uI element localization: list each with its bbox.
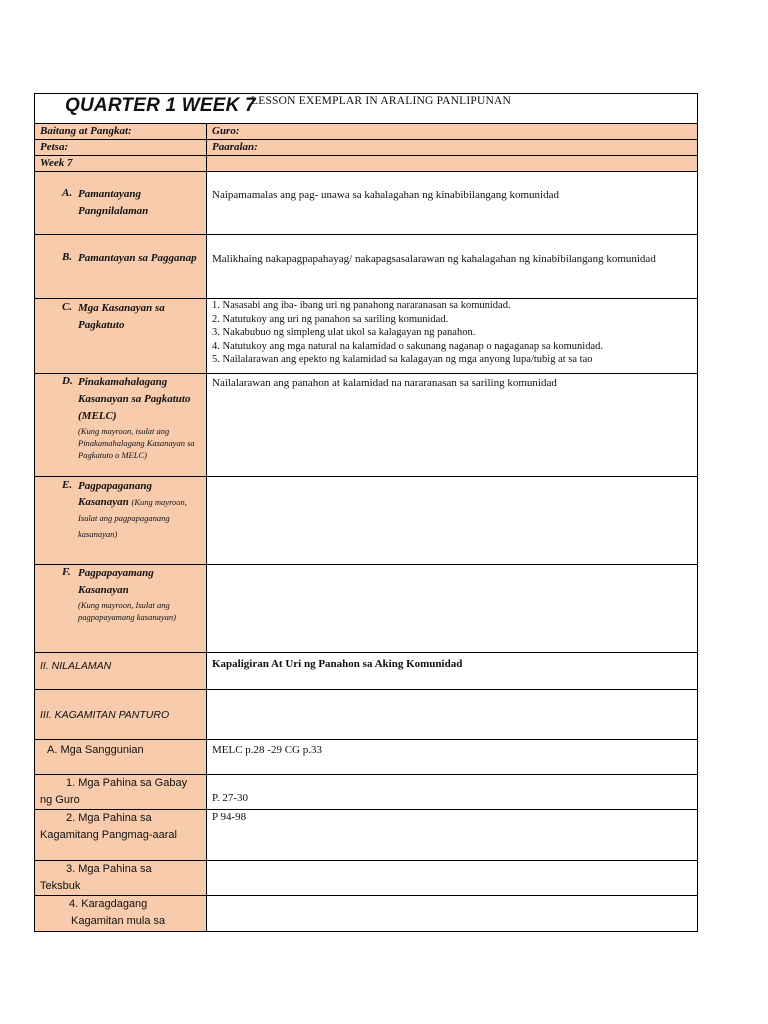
section-c-label: Mga Kasanayan sa Pagkatuto: [78, 302, 165, 331]
section-a-letter: A.: [62, 187, 73, 199]
objective-item: 5. Nailalarawan ang epekto ng kalamidad sa kalagayan ng mga anyong lupa/tubig at sa tao: [212, 354, 593, 365]
paaralan-label: Paaralan:: [207, 140, 698, 156]
lesson-exemplar-document: [34, 93, 697, 932]
section-d-label-cell: [35, 374, 207, 477]
kagamitang-label: 2. Mga Pahina sa Kagamitang Pangmag-aaral: [35, 810, 207, 861]
section-b-letter: B.: [62, 251, 73, 263]
nilalaman-value: Kapaligiran At Uri ng Panahon sa Aking Komunidad: [207, 653, 698, 690]
objective-item: 4. Natutukoy ang mga natural na kalamidad o sakunang naganap o nagaganap sa komunidad.: [212, 340, 604, 352]
section-a-label-cell: [35, 172, 207, 235]
karagdagan-value: [207, 896, 698, 932]
section-e-letter: E.: [62, 479, 73, 491]
section-d-note: (Kung mayroon, isulat ang Pinakamahalagang Kasanayan sa Pagkatuto o MELC): [78, 426, 195, 460]
nilalaman-label: II. NILALAMAN: [35, 653, 207, 690]
section-a-label: Pamantayang Pangnilalaman: [78, 188, 149, 217]
objective-item: 3. Nakabubuo ng simpleng ulat ukol sa kalagayan ng panahon.: [212, 327, 476, 338]
section-f-note: (Kung mayroon, Isulat ang pagpapayamang kasanayan): [78, 600, 176, 622]
section-d-letter: D.: [62, 375, 73, 387]
section-e-value: [207, 477, 698, 565]
section-a-value: Naipamamalas ang pag- unawa sa kahalagahan ng kinabibilangang komunidad: [207, 172, 698, 235]
section-d-label-wrap: [78, 374, 201, 461]
sanggunian-value: MELC p.28 -29 CG p.33: [207, 740, 698, 775]
section-d-value: Nailalarawan ang panahon at kalamidad na nararanasan sa sariling komunidad: [207, 374, 698, 477]
section-f-value: [207, 565, 698, 653]
lesson-title: LESSON EXEMPLAR IN ARALING PANLIPUNAN: [251, 95, 511, 107]
section-f-label: Pagpapayamang Kasanayan: [78, 567, 154, 596]
section-e-label: Pagpapaganang Kasanayan: [78, 480, 152, 508]
week-value: [207, 156, 698, 172]
section-f-letter: F.: [62, 566, 71, 578]
objective-item: 2. Natutukoy ang uri ng panahon sa sariling komunidad.: [212, 313, 449, 325]
kagamitan-label: III. KAGAMITAN PANTURO: [35, 690, 207, 740]
kagamitang-value: P 94-98: [207, 810, 698, 861]
section-d-label: Pinakamahalagang Kasanayan sa Pagkatuto (MELC): [78, 376, 191, 422]
section-e-label-cell: [35, 477, 207, 565]
teksbuk-label: 3. Mga Pahina sa Teksbuk: [35, 861, 207, 896]
guro-label: Guro:: [207, 124, 698, 140]
section-e-note: (Kung mayroon, Isulat ang pagpapaganang kasanayan): [78, 497, 187, 539]
gabay-label: 1. Mga Pahina sa Gabay ng Guro: [35, 775, 207, 810]
section-c-objectives: [207, 299, 698, 374]
kagamitan-value: [207, 690, 698, 740]
section-b-label: Pamantayan sa Pagganap: [78, 252, 197, 264]
section-b-label-cell: [35, 235, 207, 299]
teksbuk-value: [207, 861, 698, 896]
gabay-value: P. 27-30: [207, 775, 698, 810]
section-e-label-wrap: [78, 478, 201, 542]
objective-item: 1. Nasasabi ang iba- ibang uri ng panahong nararanasan sa komunidad.: [212, 300, 511, 311]
section-c-letter: C.: [62, 301, 73, 313]
lesson-table: [34, 93, 698, 932]
section-c-label-cell: [35, 299, 207, 374]
section-f-label-wrap: [78, 565, 201, 623]
quarter-title: QUARTER 1 WEEK 7: [65, 95, 256, 116]
sanggunian-label: A. Mga Sanggunian: [35, 740, 207, 775]
petsa-label: Petsa:: [35, 140, 207, 156]
document-header: [35, 94, 698, 124]
karagdagan-label: 4. Karagdagang Kagamitan mula sa: [35, 896, 207, 932]
baitang-label: Baitang at Pangkat:: [35, 124, 207, 140]
section-f-label-cell: [35, 565, 207, 653]
section-b-value: Malikhaing nakapagpapahayag/ nakapagsasalarawan ng kahalagahan ng kinabibilangang komunidad: [207, 235, 698, 299]
week-label: Week 7: [35, 156, 207, 172]
